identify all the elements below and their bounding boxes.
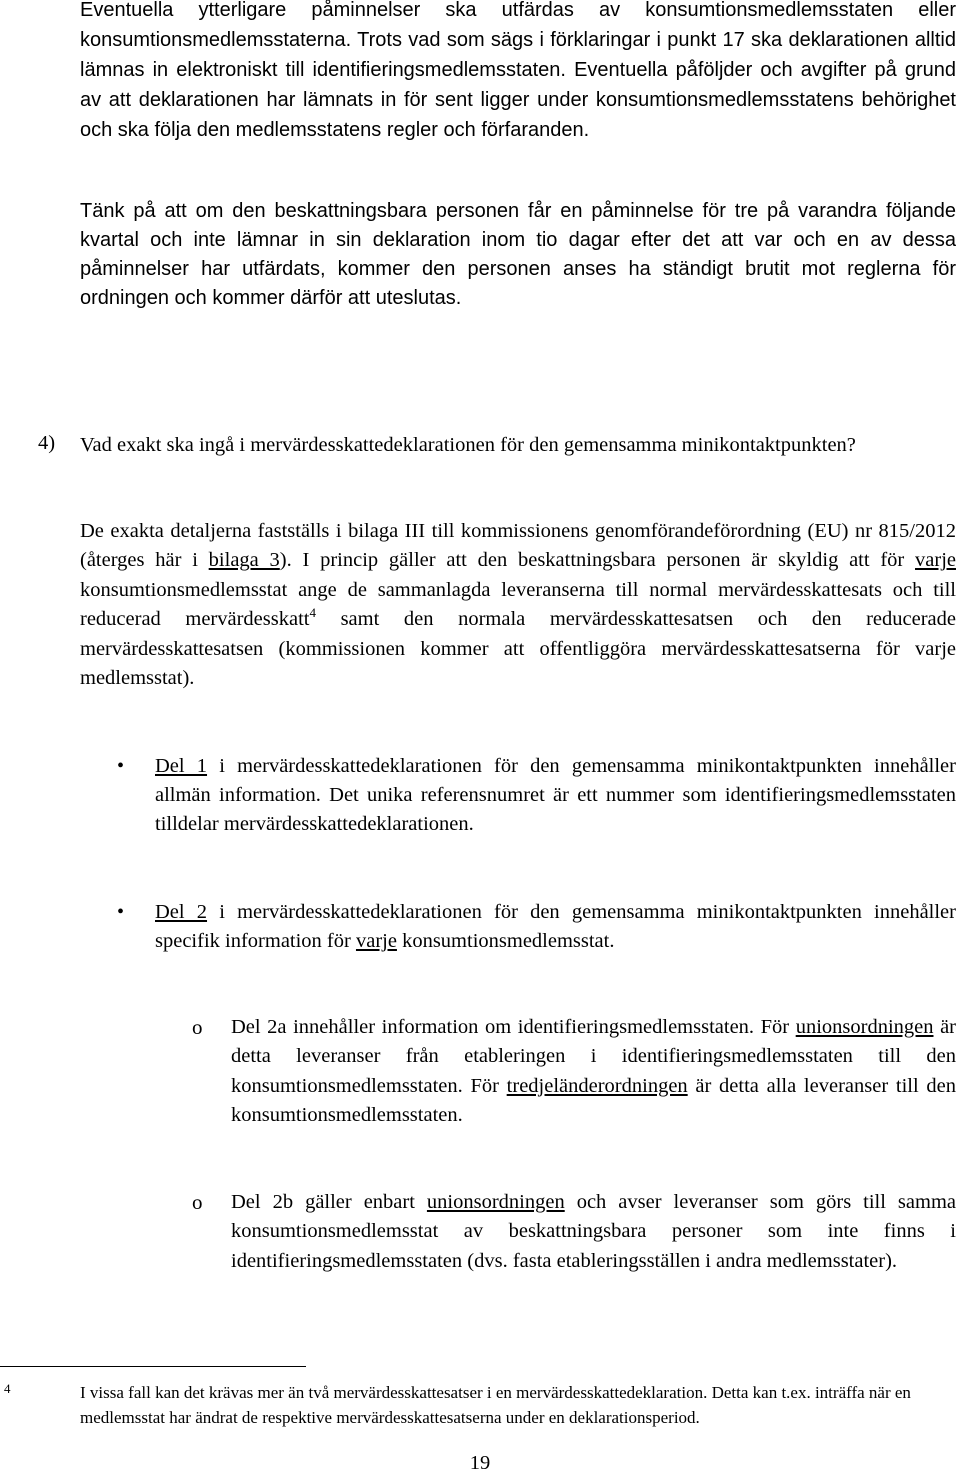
del-2a-text-2: är detta leveranser från etableringen i identifieringsmedlemsstaten till den konsumtionsmedlemsstaten. För	[231, 1016, 956, 1097]
del-1-label: Del 1	[155, 755, 208, 777]
answer-text-3: konsumtionsmedlemsstat ange de sammanlagda leveranserna till normal mervärdesskattesats och till reducerad mervärdesskatt	[80, 578, 956, 631]
page-number: 19	[469, 1452, 491, 1474]
answer-paragraph	[80, 517, 956, 693]
footnote-divider	[0, 1366, 306, 1367]
footnote-reference[interactable]: 4	[309, 605, 316, 621]
question-text: Vad exakt ska ingå i mervärdesskattedeklarationen för den gemensamma minikontaktpunkten?	[80, 434, 856, 456]
bullet-symbol: •	[117, 901, 125, 923]
reminder-paragraph-text: Tänk på att om den beskattningsbara personen får en påminnelse för tre på varandra följande kvartal och inte lämnar in sin deklaration inom tio dagar efter det att var och en av dessa påminnelser har utfärdats, kommer den personen anses ha ständigt brutit mot reglerna för ordningen och kommer därför att uteslutas.	[80, 200, 956, 309]
varje-emphasis: varje	[355, 930, 397, 953]
del-2-label: Del 2	[155, 901, 208, 923]
unionsordningen-term: unionsordningen	[795, 1016, 934, 1038]
question-number: 4)	[38, 432, 56, 454]
answer-text-1: De exakta detaljerna fastställs i bilaga III till kommissionens genomförandeförordning (EU) nr 815/2012 (återges här i	[80, 520, 956, 572]
bullet-symbol: •	[117, 755, 125, 777]
bullet-item-del-2-text-2: konsumtionsmedlemsstat.	[396, 930, 615, 953]
reminder-paragraph	[80, 197, 956, 313]
del-2a-text-1: Del 2a innehåller information om identifieringsmedlemsstaten. För	[231, 1016, 796, 1038]
bullet-item-del-2	[155, 898, 956, 956]
subbullet-symbol: o	[192, 1190, 203, 1214]
question-heading	[80, 430, 880, 460]
del-2a-text-3: är detta alla leveranser till den konsumtionsmedlemsstaten.	[231, 1074, 956, 1126]
bullet-item-del-1-text: i mervärdesskattedeklarationen för den gemensamma minikontaktpunkten innehåller allmän information. Det unika referensnumret är ett nummer som identifieringsmedlemsstaten tilldelar mervärdesskattedeklarationen.	[155, 755, 956, 836]
subbullet-item-del-2a	[231, 1013, 956, 1130]
bilaga-3-link[interactable]: bilaga 3	[208, 549, 280, 572]
del-2b-text-2: och avser leveranser som görs till samma konsumtionsmedlemsstat av beskattningsbara personer som inte finns i identifieringsmedlemsstaten (dvs. fasta etableringsställen i andra medlemsstater).	[231, 1191, 956, 1272]
intro-paragraph-text: Eventuella ytterligare påminnelser ska utfärdas av konsumtionsmedlemsstaten eller konsumtionsmedlemsstaterna. Trots vad som sägs i förklaringar i punkt 17 ska deklarationen alltid lämnas in elektroniskt till identifieringsmedlemsstaten. Eventuella påföljder och avgifter på grund av att deklarationen har lämnats in för sent ligger under konsumtionsmedlemsstatens behörighet och ska följa den medlemsstatens regler och förfaranden.	[80, 0, 956, 141]
intro-paragraph	[80, 0, 956, 145]
footnote-text: I vissa fall kan det krävas mer än två mervärdesskattesatser i en mervärdesskattedeklaration. Detta kan t.ex. inträffa när en medlemsstat har ändrat de respektive mervärdesskattesatserna under en deklarationsperiod.	[80, 1383, 911, 1427]
del-2b-text-1: Del 2b gäller enbart	[231, 1191, 427, 1213]
bullet-item-del-2-text-1: i mervärdesskattedeklarationen för den gemensamma minikontaktpunkten innehåller specifik information för	[155, 901, 956, 953]
subbullet-symbol: o	[192, 1015, 203, 1039]
unionsordningen-term: unionsordningen	[426, 1191, 565, 1213]
varje-emphasis: varje	[915, 549, 956, 572]
answer-text-2: ). I princip gäller att den beskattningsbara personen är skyldig att för	[279, 549, 916, 572]
answer-text-4: samt den normala mervärdesskattesatsen och den reducerade mervärdesskattesatsen (kommissionen kommer att offentliggöra mervärdesskattesatserna för varje medlemsstat).	[80, 608, 956, 690]
bullet-item-del-1	[155, 752, 956, 840]
footnote-mark: 4	[4, 1381, 11, 1396]
tredjelanderordningen-term: tredjeländerordningen	[506, 1074, 688, 1097]
subbullet-item-del-2b	[231, 1188, 956, 1276]
